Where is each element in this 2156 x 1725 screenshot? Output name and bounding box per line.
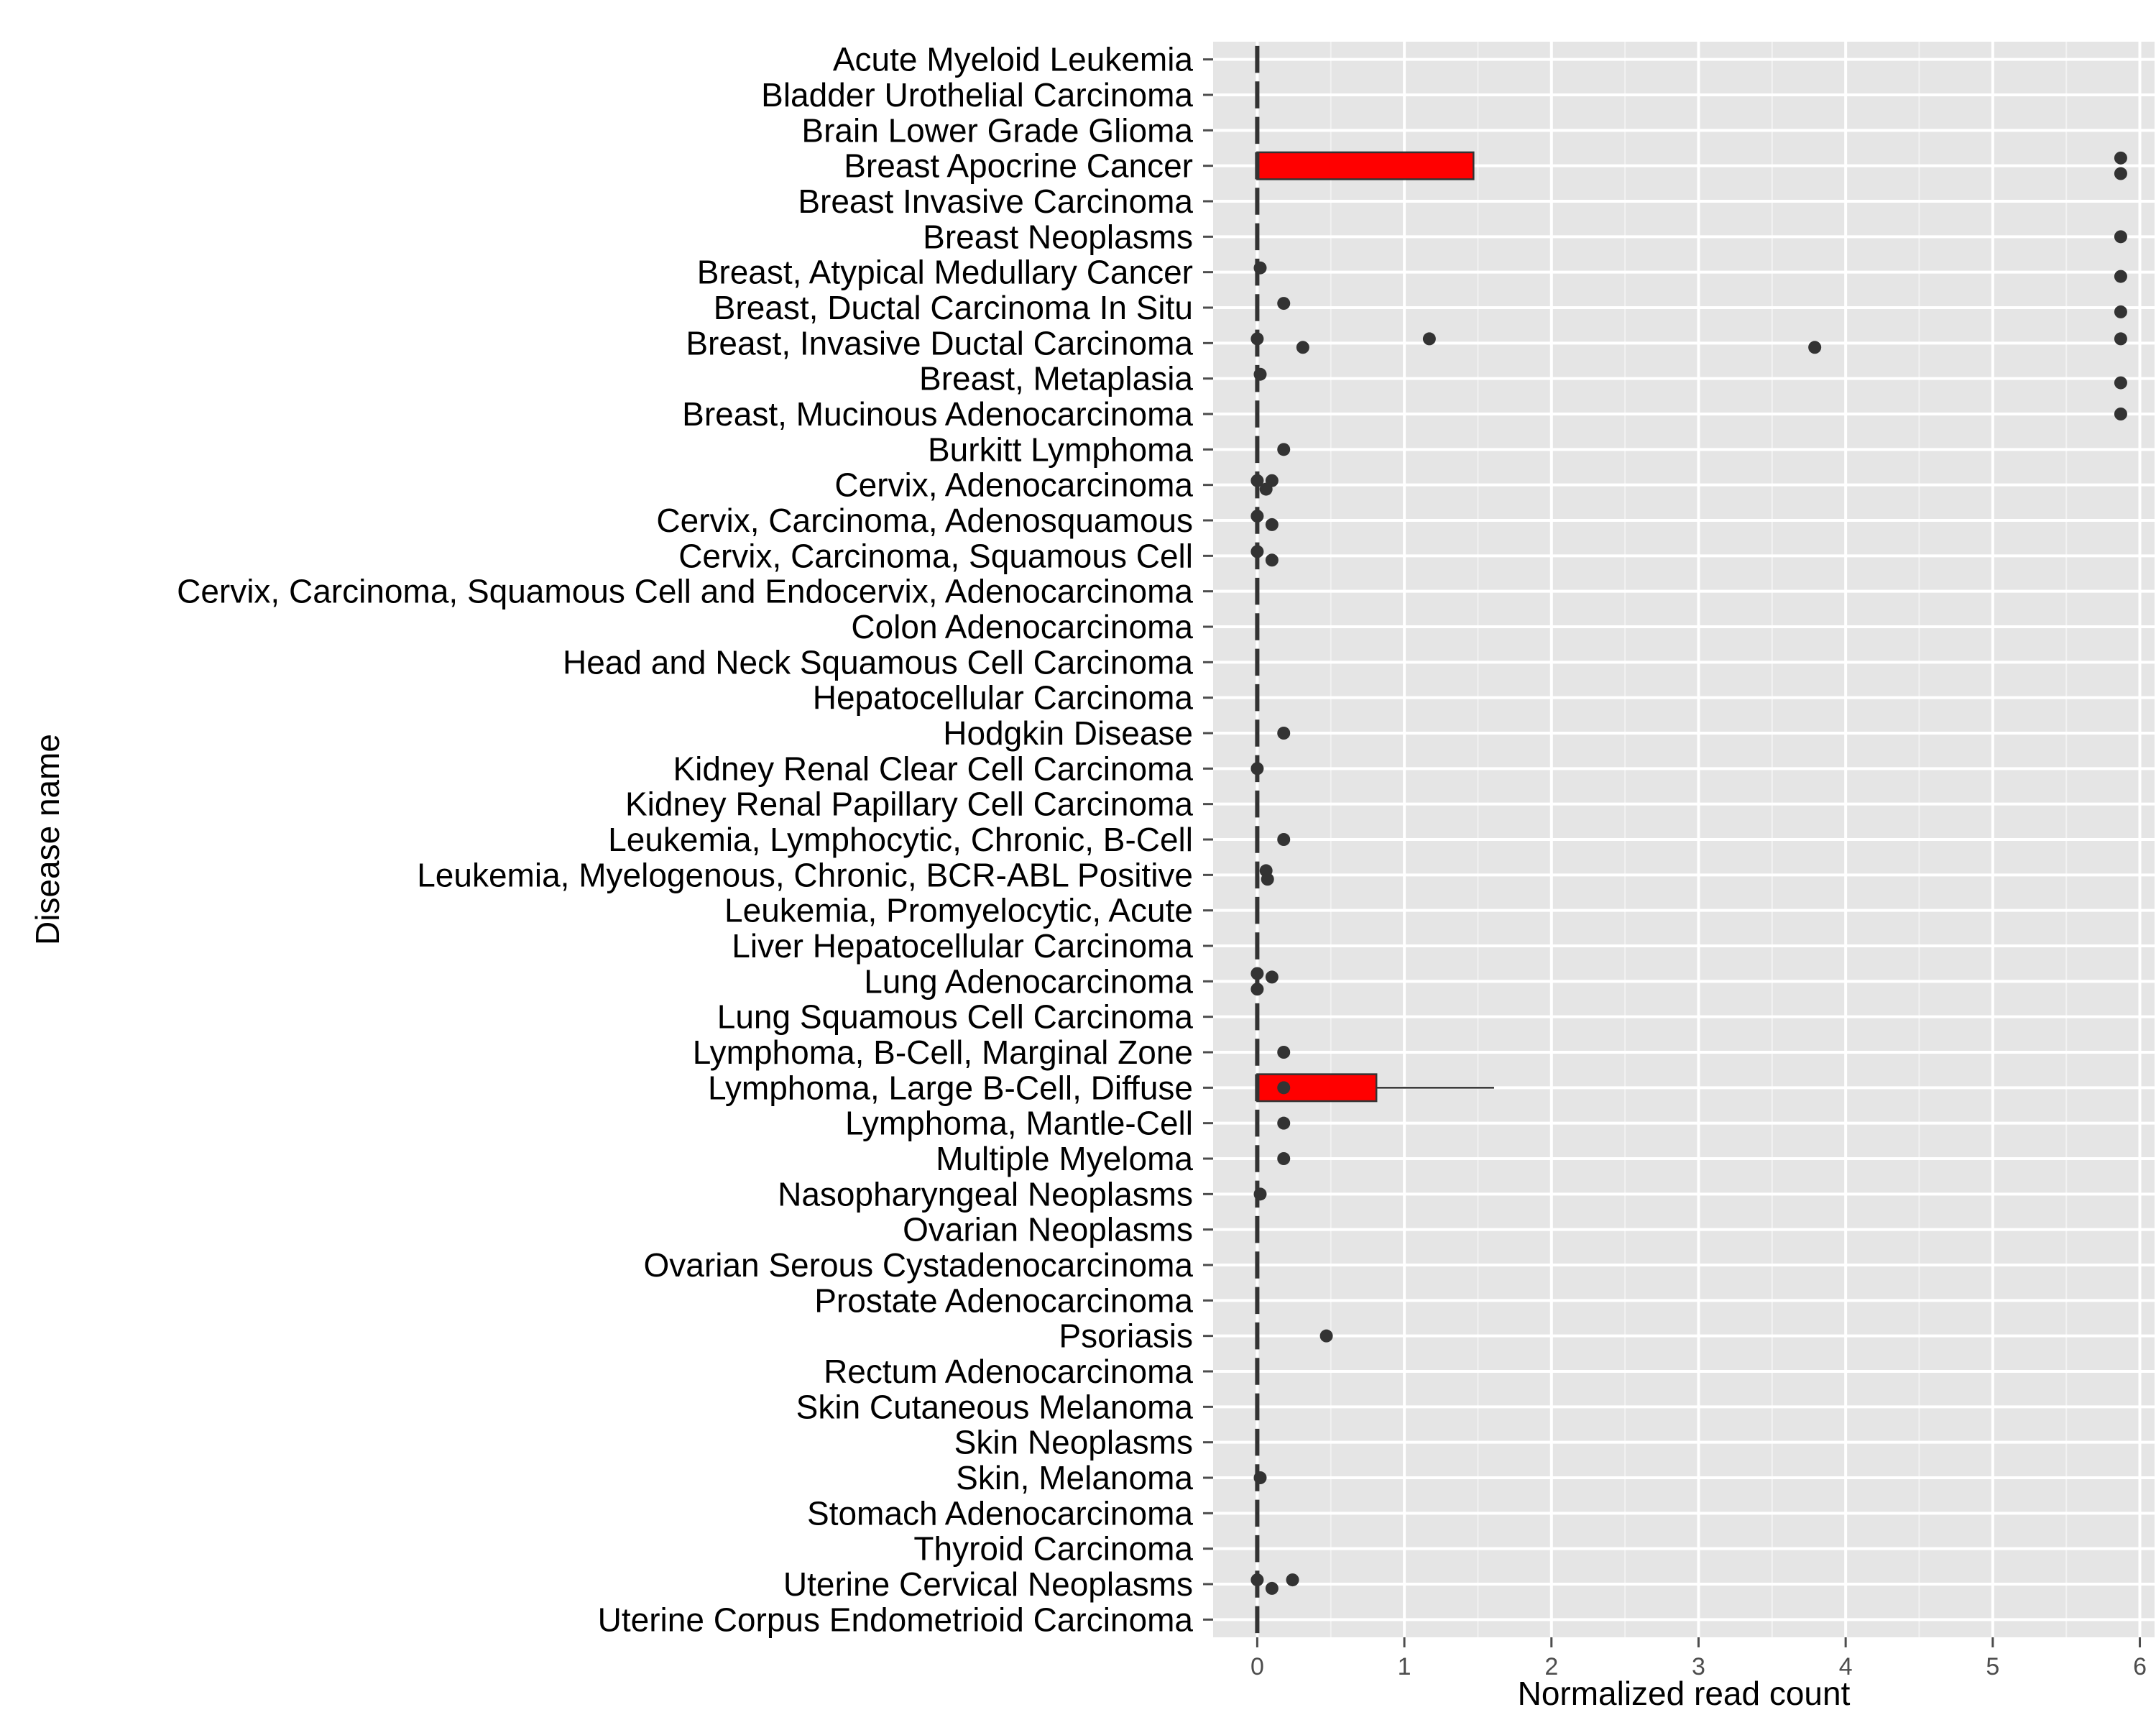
x-tick-label: 2	[1544, 1653, 1559, 1680]
outlier-point	[1296, 341, 1309, 354]
outlier-point	[1254, 262, 1267, 275]
outlier-point	[1266, 970, 1279, 983]
outlier-point	[2114, 270, 2127, 283]
category-label: Skin, Melanoma	[956, 1459, 1193, 1496]
outlier-point	[1277, 1046, 1290, 1059]
outlier-point	[1266, 518, 1279, 531]
category-label: Uterine Corpus Endometrioid Carcinoma	[597, 1601, 1193, 1639]
outlier-point	[2114, 167, 2127, 180]
outlier-point	[1254, 1471, 1267, 1484]
category-label: Lymphoma, Mantle-Cell	[844, 1104, 1193, 1142]
category-label: Cervix, Carcinoma, Squamous Cell	[678, 537, 1193, 575]
outlier-point	[1277, 297, 1290, 310]
x-tick-label: 6	[2133, 1653, 2147, 1680]
category-label: Ovarian Neoplasms	[903, 1210, 1193, 1248]
category-label: Leukemia, Myelogenous, Chronic, BCR-ABL Positive	[417, 856, 1193, 894]
outlier-point	[1266, 1582, 1279, 1595]
category-label: Acute Myeloid Leukemia	[832, 40, 1193, 78]
category-label: Uterine Cervical Neoplasms	[783, 1565, 1193, 1603]
category-label: Breast Apocrine Cancer	[844, 147, 1193, 185]
outlier-point	[1277, 1117, 1290, 1130]
category-label: Multiple Myeloma	[936, 1140, 1193, 1177]
y-axis-title: Disease name	[29, 733, 66, 946]
y-axis-ticks	[177, 41, 1213, 1639]
category-label: Lymphoma, B-Cell, Marginal Zone	[692, 1034, 1193, 1071]
box-rect	[1257, 152, 1473, 179]
outlier-point	[1250, 545, 1263, 558]
outlier-point	[1423, 332, 1436, 345]
category-label: Rectum Adenocarcinoma	[824, 1353, 1193, 1390]
outlier-point	[2114, 408, 2127, 420]
category-label: Kidney Renal Papillary Cell Carcinoma	[625, 785, 1193, 823]
category-label: Leukemia, Lymphocytic, Chronic, B-Cell	[608, 821, 1193, 858]
outlier-point	[1808, 341, 1821, 354]
outlier-point	[1250, 1573, 1263, 1586]
outlier-point	[1277, 727, 1290, 740]
category-label: Brain Lower Grade Glioma	[801, 111, 1193, 150]
outlier-point	[1286, 1573, 1299, 1586]
category-label: Skin Cutaneous Melanoma	[796, 1388, 1193, 1426]
outlier-point	[1320, 1330, 1333, 1343]
x-tick-label: 4	[1838, 1653, 1853, 1680]
outlier-point	[1277, 1152, 1290, 1165]
category-label: Skin Neoplasms	[954, 1423, 1193, 1461]
outlier-point	[2114, 230, 2127, 243]
outlier-point	[2114, 332, 2127, 345]
category-label: Thyroid Carcinoma	[913, 1530, 1193, 1568]
category-label: Cervix, Carcinoma, Adenosquamous	[656, 502, 1193, 539]
outlier-point	[2114, 377, 2127, 390]
category-label: Prostate Adenocarcinoma	[814, 1282, 1193, 1320]
x-axis-ticks	[1250, 1637, 2147, 1680]
category-label: Bladder Urothelial Carcinoma	[761, 76, 1193, 114]
category-label: Psoriasis	[1059, 1317, 1193, 1355]
category-label: Burkitt Lymphoma	[928, 431, 1193, 469]
outlier-point	[1277, 833, 1290, 846]
x-tick-label: 3	[1692, 1653, 1705, 1680]
category-label: Breast, Atypical Medullary Cancer	[696, 253, 1193, 291]
category-label: Breast Neoplasms	[923, 218, 1193, 256]
x-tick-label: 1	[1397, 1653, 1411, 1680]
category-label: Breast, Ductal Carcinoma In Situ	[713, 289, 1193, 326]
outlier-point	[1277, 1081, 1290, 1094]
category-label: Ovarian Serous Cystadenocarcinoma	[643, 1246, 1193, 1284]
outlier-point	[1250, 332, 1263, 345]
category-label: Cervix, Adenocarcinoma	[834, 466, 1193, 504]
category-label: Nasopharyngeal Neoplasms	[778, 1175, 1193, 1213]
category-label: Colon Adenocarcinoma	[851, 608, 1193, 645]
outlier-point	[1250, 967, 1263, 980]
category-label: Breast, Mucinous Adenocarcinoma	[682, 395, 1193, 433]
x-tick-label: 0	[1250, 1653, 1264, 1680]
outlier-point	[1250, 510, 1263, 523]
category-label: Lung Adenocarcinoma	[864, 962, 1193, 1000]
outlier-point	[2114, 305, 2127, 318]
x-tick-label: 5	[1986, 1653, 2000, 1680]
category-label: Hodgkin Disease	[943, 714, 1193, 752]
category-label: Breast, Invasive Ductal Carcinoma	[686, 324, 1193, 362]
category-label: Hepatocellular Carcinoma	[812, 678, 1193, 717]
outlier-point	[1254, 368, 1267, 381]
category-label: Leukemia, Promyelocytic, Acute	[724, 891, 1193, 929]
category-label: Lymphoma, Large B-Cell, Diffuse	[708, 1069, 1193, 1107]
box-rect	[1257, 1075, 1376, 1101]
category-label: Cervix, Carcinoma, Squamous Cell and Endocervix, Adenocarcinoma	[177, 572, 1193, 610]
category-label: Head and Neck Squamous Cell Carcinoma	[563, 643, 1193, 681]
outlier-point	[2114, 152, 2127, 165]
outlier-point	[1277, 443, 1290, 456]
category-label: Liver Hepatocellular Carcinoma	[732, 927, 1193, 965]
category-label: Lung Squamous Cell Carcinoma	[717, 998, 1193, 1036]
category-label: Breast, Metaplasia	[919, 359, 1193, 397]
outlier-point	[1254, 1187, 1267, 1200]
outlier-point	[1250, 983, 1263, 995]
outlier-point	[1266, 474, 1279, 487]
outlier-point	[1266, 553, 1279, 566]
outlier-point	[1250, 762, 1263, 775]
category-label: Breast Invasive Carcinoma	[798, 183, 1193, 220]
x-axis-title: Normalized read count	[1517, 1675, 1851, 1712]
outlier-point	[1261, 873, 1274, 886]
category-label: Kidney Renal Clear Cell Carcinoma	[673, 750, 1193, 788]
category-label: Stomach Adenocarcinoma	[807, 1494, 1193, 1532]
